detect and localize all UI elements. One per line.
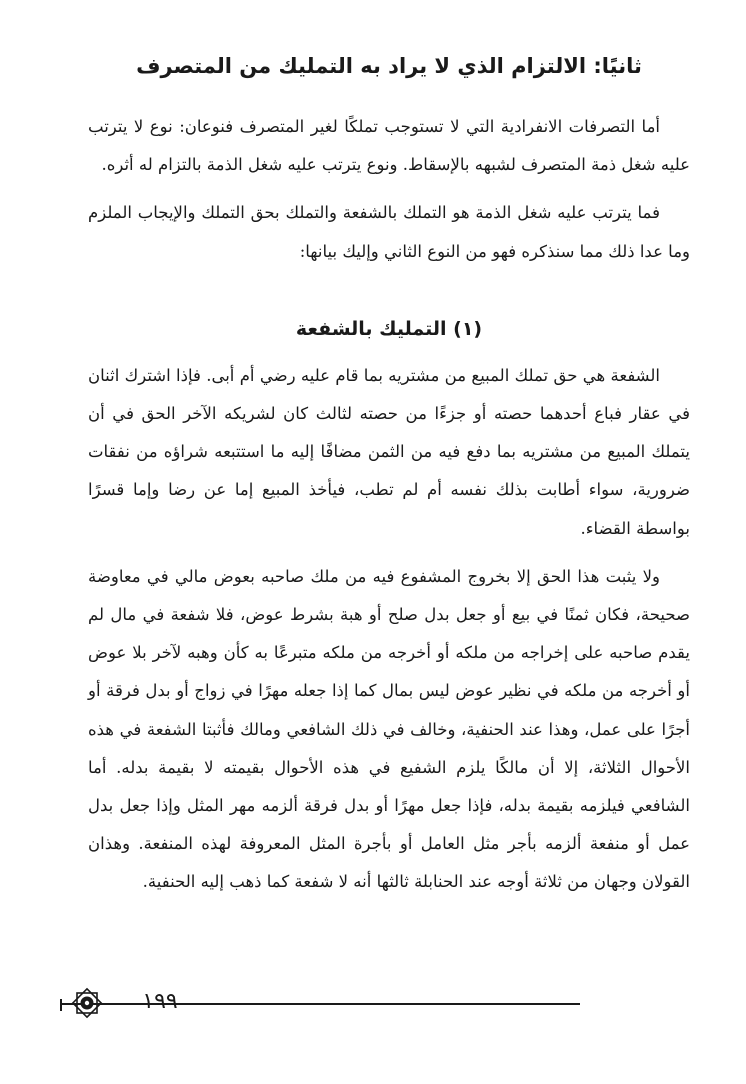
section-title: ثانيًا: الالتزام الذي لا يراد به التمليك من المتصرف <box>136 54 642 78</box>
paragraph-1: أما التصرفات الانفرادية التي لا تستوجب تملكًا لغير المتصرف فنوعان: نوع لا يترتب عليه شغل ذمة المتصرف لشبهه بالإسقاط. ونوع يترتب عليه شغل الذمة بالتزام له أثره. <box>88 117 690 175</box>
paragraph-2: فما يترتب عليه شغل الذمة هو التملك بالشفعة والتملك بحق التملك والإيجاب الملزم وما عدا ذلك مما سنذكره فهو من النوع الثاني وإليك بيانها: <box>88 203 690 261</box>
page-footer <box>60 982 670 1022</box>
subsection-title: (١) التمليك بالشفعة <box>295 317 483 340</box>
page-content <box>88 46 690 912</box>
ornament-icon <box>70 986 104 1020</box>
page-number: ١٩٩ <box>142 989 178 1014</box>
paragraph-3: الشفعة هي حق تملك المبيع من مشتريه بما قام عليه رضي أم أبى. فإذا اشترك اثنان في عقار فباع أحدهما حصته أو جزءًا من حصته لثالث كان لشريكه الآخر الحق في أن يتملك المبيع من مشتريه بما دفع فيه من الثمن مضافًا إليه ما استتبعه شراؤه من نفقات ضرورية، سواء أطابت بذلك نفسه أم لم تطب، فيأخذ المبيع إما عن رضا وإما قسرًا بواسطة القضاء. <box>88 365 690 538</box>
paragraph-4: ولا يثبت هذا الحق إلا بخروج المشفوع فيه من ملك صاحبه بعوض مالي في معاوضة صحيحة، فكان ثمنًا في بيع أو جعل بدل صلح أو هبة بشرط عوض، فلا شفعة في مال لم يقدم صاحبه على إخراجه من ملكه أو أخرجه من ملكه متبرعًا به كأن وهبه لآخر بلا عوض أو أخرجه من ملكه في نظير عوض ليس بمال كما إذا جعله مهرًا في زواج أو بدل فرقة أو أجرًا على عمل، وهذا عند الحنفية، وخالف في ذلك الشافعي ومالك فأثبتا الشفعة في هذه الأحوال الثلاثة، إلا أن مالكًا يلزم الشفيع في هذه الأحوال بقيمته لا بقيمة بدله. أما الشافعي فيلزمه بقيمة بدله، فإذا جعل مهرًا أو بدل فرقة ألزمه مهر المثل وإذا جعل بدل عمل أو منفعة ألزمه بأجر مثل العامل أو بأجرة المثل المعروفة لهذه المنفعة. وهذان القولان وجهان من ثلاثة أوجه عند الحنابلة ثالثها أنه لا شفعة كما ذهب إليه الحنفية. <box>88 566 690 892</box>
